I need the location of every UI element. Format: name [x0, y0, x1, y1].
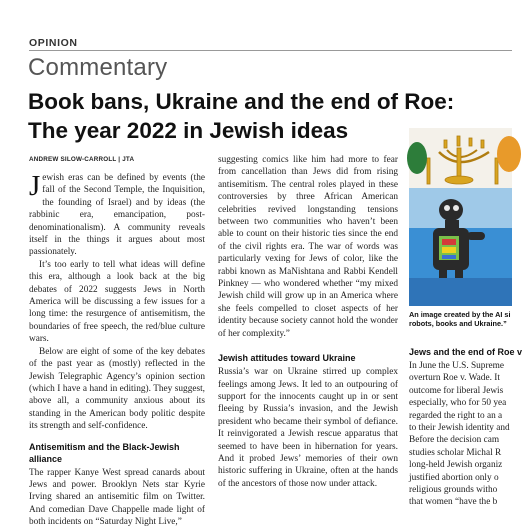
text-line: Before the decision cam — [409, 435, 500, 446]
text-line: studies scholar Michal R — [409, 447, 502, 458]
paragraph: It’s too early to tell what ideas will define this era, although a look back at the big debates of 2022 suggests Jews in North America will be discussing a few issues for a long time: the resurgence of antisemitism, the boundaries of free speech, the red/blue culture wars. — [29, 259, 205, 345]
ai-robot-menorah-image — [409, 128, 512, 306]
photo-caption — [409, 310, 512, 329]
caption-line: An image created by the AI si — [409, 310, 511, 319]
kicker: Commentary — [28, 54, 168, 81]
paragraph: Russia’s war on Ukraine stirred up complex feelings among Jews. It led to an outpouring of support for the innocents caught up in or sent fleeing by Russia’s invasion, and the Jewish president who became their symbol of defiance. It reinvigorated a Jewish rescue apparatus that seemed to have been in hibernation for years. And it probed Jews’ memories of their own historic suffering in Ukraine, often at the hands of the ancestors of those now under attack. — [218, 367, 398, 489]
text-line: justified abortion only o — [409, 472, 499, 483]
subhead-roe: Jews and the end of Roe v — [409, 347, 522, 357]
text-line: religious grounds witho — [409, 485, 498, 496]
text-line: especially, who for 50 yea — [409, 398, 507, 409]
subhead-antisemitism: Antisemitism and the Black-Jewish alliance — [29, 441, 180, 464]
section-divider — [29, 50, 512, 51]
caption-line: robots, books and Ukraine.” — [409, 319, 507, 329]
text-line: to their Jewish identity and — [409, 423, 510, 434]
byline: ANDREW SILOW-CARROLL | JTA — [29, 156, 135, 163]
paragraph: Jewish eras can be defined by events (the fall of the Second Temple, the Inquisition, the founding of Israel) and by ideas (the rabbinic era, emancipation, post-denominationalism). A community reveals itself in the things it argues about most passionately. — [29, 170, 205, 258]
article-photo — [409, 128, 512, 306]
text-line: regarded the right to an a — [409, 410, 503, 421]
text-line: that women “have the b — [409, 497, 498, 508]
drop-cap: J — [29, 170, 41, 202]
headline-line-1: Book bans, Ukraine and the end of Roe: — [28, 89, 455, 114]
paragraph: suggesting comics like him had more to fear from cancellation than Jews did from rising antisemitism. The central roles played in these controversies by three African American celebrities revived longstanding tensions between two communities who haven’t been able to count on their historic ties since the end of the civil rights era. The war of words was particularly vexing for Jews of color, like the rabbi known as MaNishtana and Rabbi Kendell Pinkney — who wondered whether “my mixed Jewish child will grow up in an America where she feels compelled to closet aspects of her identity because society cannot hold the wonder of her complexity.” — [218, 155, 398, 339]
text-line: overturn Roe v. Wade. It — [409, 373, 500, 384]
text-line: long-held Jewish organiz — [409, 460, 503, 471]
paragraph: Below are eight of some of the key debates of the past year as (mostly) reflected in the Jewish Telegraphic Agency’s opinion section (which I have a hand in editing). They suggest, above all, a community anxious about its standing in the American body politic despite its strength and self-confidence. — [29, 346, 205, 432]
text-line: In June the U.S. Supreme — [409, 361, 505, 371]
article-column-3 — [409, 346, 522, 509]
article-column-2 — [218, 154, 398, 490]
section-label: OPINION — [29, 37, 78, 49]
paragraph: The rapper Kanye West spread canards about Jews and power. Brooklyn Nets star Kyrie Irving shared an antisemitic film on Twitter. And comedian Dave Chappelle made light of both incidents on “Saturday Night Live,” — [29, 467, 205, 528]
headline-line-2: The year 2022 in Jewish ideas — [28, 118, 349, 143]
article-column-1 — [29, 172, 205, 529]
subhead-ukraine: Jewish attitudes toward Ukraine — [218, 353, 356, 364]
text-line: outcome for liberal Jewis — [409, 385, 504, 396]
